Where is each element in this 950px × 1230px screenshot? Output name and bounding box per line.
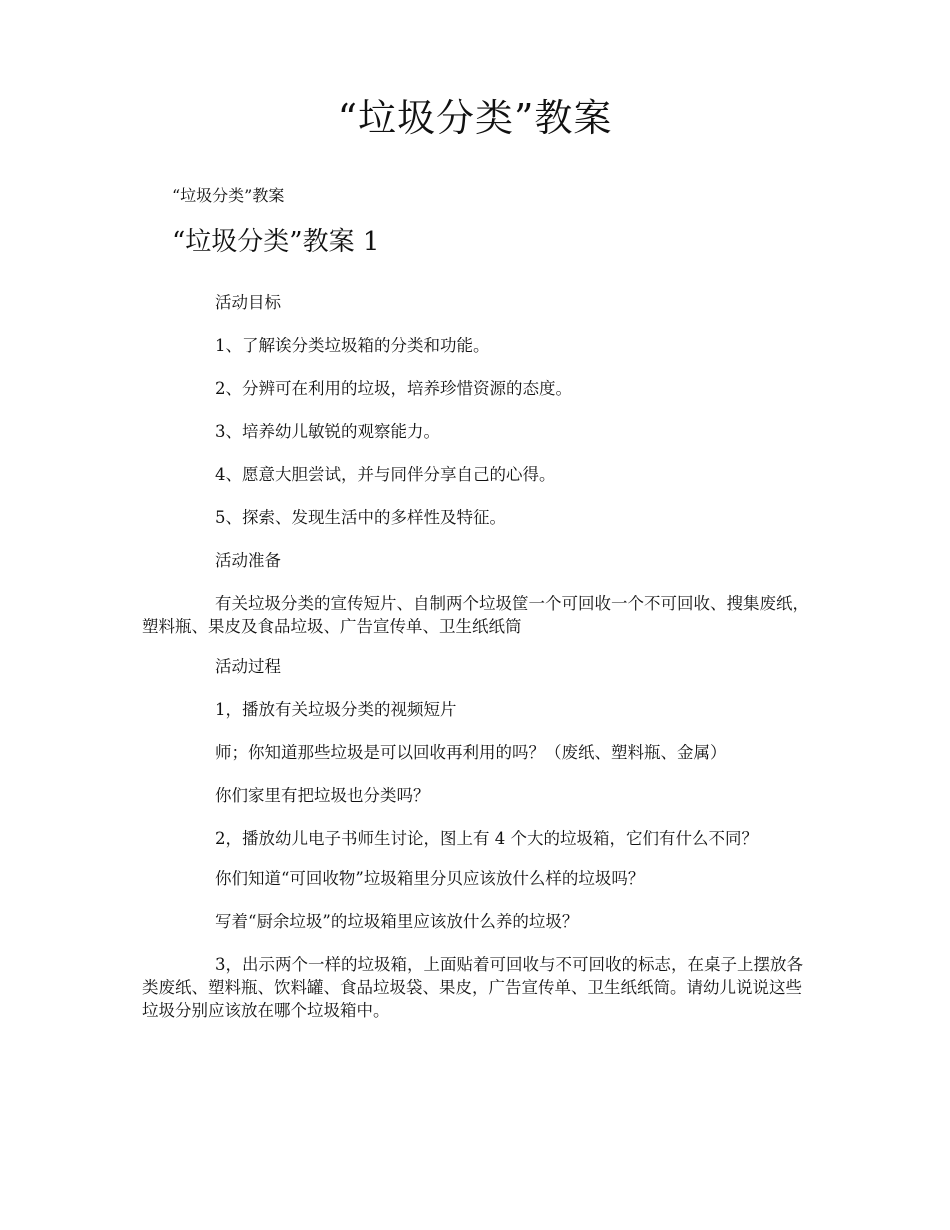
paragraph-process-2: 2，播放幼儿电子书师生讨论，图上有 4 个大的垃圾箱，它们有什么不同？ (215, 829, 758, 848)
paragraph-preparation-heading: 活动准备 (215, 551, 281, 570)
paragraph-goals-heading: 活动目标 (215, 293, 281, 312)
paragraph-goal-4: 4、愿意大胆尝试，并与同伴分享自己的心得。 (215, 465, 556, 484)
paragraph-home-question: 你们家里有把垃圾也分类吗？ (215, 786, 430, 805)
paragraph-goal-5: 5、探索、发现生活中的多样性及特征。 (215, 508, 506, 527)
paragraph-teacher-question: 师；你知道那些垃圾是可以回收再利用的吗？（废纸、塑料瓶、金属） (215, 743, 727, 762)
paragraph-preparation-body: 有关垃圾分类的宣传短片、自制两个垃圾筐一个可回收一个不可回收、搜集废纸，塑料瓶、果皮及食品垃圾、广告宣传单、卫生纸纸筒 (142, 594, 809, 636)
paragraph-process-1: 1，播放有关垃圾分类的视频短片 (215, 700, 457, 719)
document-title: “垃圾分类”教案 (337, 96, 613, 140)
section-heading: “垃圾分类”教案 1 (172, 227, 380, 257)
paragraph-kitchen-question: 写着“厨余垃圾”的垃圾箱里应该放什么养的垃圾？ (215, 912, 579, 931)
paragraph-goal-2: 2、分辨可在利用的垃圾，培养珍惜资源的态度。 (215, 379, 572, 398)
paragraph-process-heading: 活动过程 (215, 657, 281, 676)
document-body (142, 291, 814, 1039)
paragraph-recyclable-question: 你们知道“可回收物”垃圾箱里分贝应该放什么样的垃圾吗？ (215, 869, 645, 888)
paragraph-goal-3: 3、培养幼儿敏锐的观察能力。 (215, 422, 440, 441)
document-subtitle: “垃圾分类”教案 (172, 186, 285, 205)
paragraph-process-3: 3，出示两个一样的垃圾箱，上面贴着可回收与不可回收的标志，在桌子上摆放各类废纸、塑料瓶、饮料罐、食品垃圾袋、果皮，广告宣传单、卫生纸纸筒。请幼儿说说这些垃圾分别应该放在哪个垃圾箱中。 (142, 955, 803, 1020)
paragraph-goal-1: 1、了解诶分类垃圾箱的分类和功能。 (215, 336, 490, 355)
